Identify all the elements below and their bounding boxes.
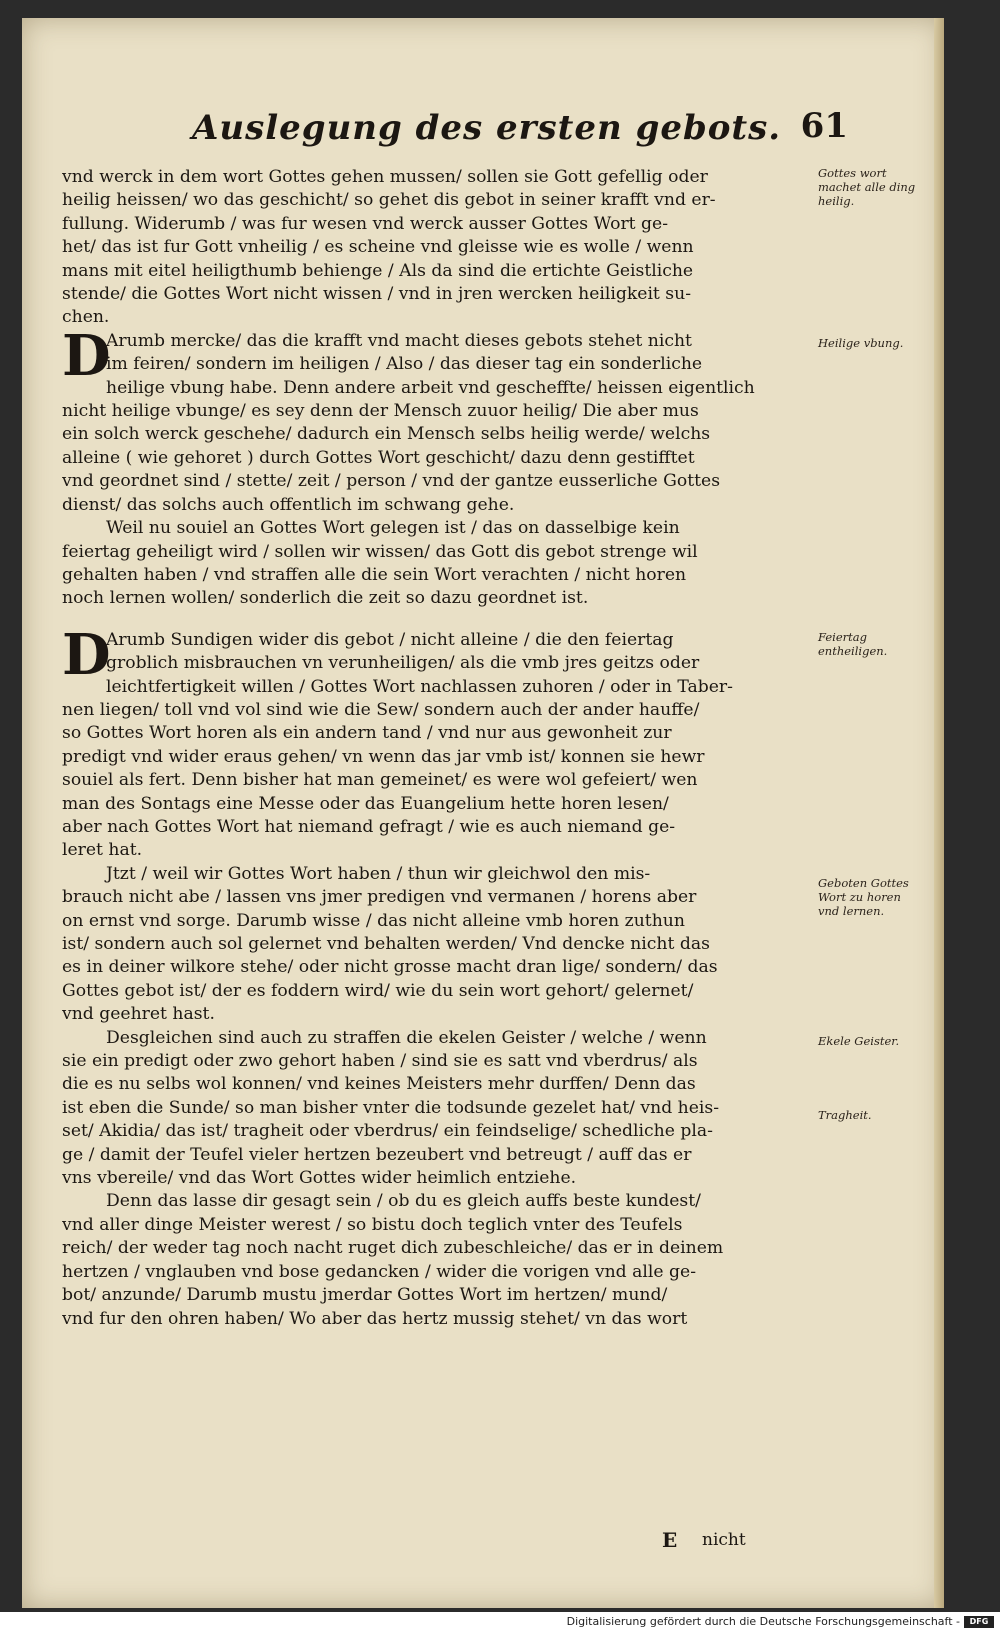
text-line: im feiren/ sondern im heiligen / Also / das dieser tag ein sonderliche (106, 354, 703, 375)
running-title: Auslegung des ersten gebots. (192, 108, 782, 148)
marginal-note: Feiertag entheiligen. (818, 630, 888, 658)
text-line: nen liegen/ toll vnd vol sind wie die Sew/ sondern auch der ander hauffe/ (62, 699, 700, 720)
initial-letter: D (62, 621, 111, 688)
marginal-note: Heilige vbung. (818, 336, 904, 350)
text-line: die es nu selbs wol konnen/ vnd keines Meisters mehr durffen/ Denn das (62, 1074, 696, 1095)
signature-mark: E (662, 1528, 678, 1552)
text-line: Arumb mercke/ das die krafft vnd macht dieses gebots stehet nicht (106, 330, 692, 351)
text-line: Denn das lasse dir gesagt sein / ob du es gleich auffs beste kundest/ (106, 1191, 701, 1212)
text-line: nicht heilige vbunge/ es sey denn der Mensch zuuor heilig/ Die aber mus (62, 401, 699, 422)
text-line: dienst/ das solchs auch offentlich im schwang gehe. (62, 494, 515, 515)
paragraph (62, 1190, 818, 1330)
text-line: reich/ der weder tag noch nacht ruget dich zubeschleiche/ das er in deinem (62, 1238, 724, 1259)
text-line: bot/ anzunde/ Darumb mustu jmerdar Gottes Wort im hertzen/ mund/ (62, 1285, 668, 1306)
marginal-note: Ekele Geister. (818, 1034, 900, 1048)
marginal-note: Geboten Gottes Wort zu horen vnd lernen. (818, 876, 909, 918)
paragraph (62, 863, 818, 1027)
paragraph (62, 517, 818, 611)
text-line: Gottes gebot ist/ der es foddern wird/ wie du sein wort gehort/ gelernet/ (62, 980, 694, 1001)
text-line: vnd werck in dem wort Gottes gehen mussen/ sollen sie Gott gefellig oder (62, 167, 708, 187)
paragraph (62, 1027, 818, 1191)
text-line: Weil nu souiel an Gottes Wort gelegen ist / das on dasselbige kein (106, 518, 680, 539)
text-line: ein solch werck geschehe/ dadurch ein Mensch selbs heilig werde/ welchs (62, 424, 711, 445)
text-line: so Gottes Wort horen als ein andern tand / vnd nur aus gewonheit zur (62, 723, 672, 744)
initial-letter: D (62, 322, 111, 389)
footer-credit: Digitalisierung gefördert durch die Deutsche Forschungsgemeinschaft - (566, 1615, 960, 1628)
marginal-note: Tragheit. (818, 1108, 872, 1122)
text-block (62, 106, 848, 1331)
paragraph-gap (62, 611, 818, 629)
text-line: leichtfertigkeit willen / Gottes Wort nachlassen zuhoren / oder in Taber- (106, 676, 733, 697)
paragraph (62, 322, 818, 517)
text-line: souiel als fert. Denn bisher hat man gemeinet/ es were wol gefeiert/ wen (62, 770, 698, 791)
text-line: stende/ die Gottes Wort nicht wissen / vnd in jren wercken heiligkeit su- (62, 284, 692, 305)
text-line: ge / damit der Teufel vieler hertzen bezeubert vnd betreugt / auff das er (62, 1144, 692, 1165)
book-page (22, 18, 944, 1608)
text-line: vnd aller dinge Meister werest / so bistu doch teglich vnter des Teufels (62, 1214, 683, 1235)
paragraph (62, 621, 818, 863)
text-line: predigt vnd wider eraus gehen/ vn wenn das jar vmb ist/ konnen sie hewr (62, 746, 705, 767)
text-line: vnd geordnet sind / stette/ zeit / person / vnd der gantze eusserliche Gottes (62, 471, 721, 492)
text-line: groblich misbrauchen vn verunheiligen/ als die vmb jres geitzs oder (106, 653, 700, 674)
text-line: set/ Akidia/ das ist/ tragheit oder vberdrus/ ein feindselige/ schedliche pla- (62, 1121, 713, 1142)
dfg-logo-icon: DFG (964, 1616, 994, 1628)
page-edge (934, 18, 944, 1608)
body-text (62, 166, 818, 1331)
text-line: alleine ( wie gehoret ) durch Gottes Wort geschicht/ dazu denn gestifftet (62, 447, 695, 468)
text-line: leret hat. (62, 840, 143, 861)
page-number: 61 (800, 106, 848, 146)
text-line: hertzen / vnglauben vnd bose gedancken / wider die vorigen vnd alle ge- (62, 1261, 696, 1282)
text-line: mans mit eitel heiligthumb behienge / Als da sind die ertichte Geistliche (62, 260, 694, 281)
text-line: feiertag geheiligt wird / sollen wir wissen/ das Gott dis gebot strenge wil (62, 541, 698, 562)
text-line: heilig heissen/ wo das geschicht/ so gehet dis gebot in seiner krafft vnd er- (62, 190, 716, 211)
text-line: Arumb Sundigen wider dis gebot / nicht alleine / die den feiertag (106, 629, 674, 650)
text-line: fullung. Widerumb / was fur wesen vnd werck ausser Gottes Wort ge- (62, 213, 669, 234)
text-line: aber nach Gottes Wort hat niemand gefragt / wie es auch niemand ge- (62, 816, 676, 837)
text-line: man des Sontags eine Messe oder das Euangelium hette horen lesen/ (62, 793, 669, 814)
text-line: het/ das ist fur Gott vnheilig / es scheine vnd gleisse wie es wolle / wenn (62, 237, 694, 258)
page-header (62, 106, 848, 166)
text-line: Jtzt / weil wir Gottes Wort haben / thun wir gleichwol den mis- (106, 863, 651, 884)
text-line: on ernst vnd sorge. Darumb wisse / das nicht alleine vmb horen zuthun (62, 910, 685, 931)
text-line: brauch nicht abe / lassen vns jmer predigen vnd vermanen / horens aber (62, 887, 697, 908)
text-line: heilige vbung habe. Denn andere arbeit vnd gescheffte/ heissen eigentlich (106, 377, 755, 398)
marginal-note: Gottes wort machet alle ding heilig. (818, 166, 916, 208)
text-line: sie ein predigt oder zwo gehort haben / sind sie es satt vnd vberdrus/ als (62, 1051, 698, 1072)
text-line: ist eben die Sunde/ so man bisher vnter die todsunde gezelet hat/ vnd heis- (62, 1097, 720, 1118)
footer (0, 1612, 1000, 1632)
text-line: vnd fur den ohren haben/ Wo aber das hertz mussig stehet/ vn das wort (62, 1308, 688, 1329)
paragraph (62, 166, 818, 330)
text-line: chen. (62, 307, 110, 328)
text-line: ist/ sondern auch sol gelernet vnd behalten werden/ Vnd dencke nicht das (62, 934, 710, 954)
text-line: vnd geehret hast. (62, 1004, 215, 1025)
text-line: noch lernen wollen/ sonderlich die zeit so dazu geordnet ist. (62, 588, 589, 609)
text-line: vns vbereile/ vnd das Wort Gottes wider heimlich entziehe. (62, 1168, 577, 1189)
catchword: nicht (702, 1530, 746, 1550)
text-line: gehalten haben / vnd straffen alle die sein Wort verachten / nicht horen (62, 564, 687, 585)
text-line: Desgleichen sind auch zu straffen die ekelen Geister / welche / wenn (106, 1027, 707, 1048)
text-line: es in deiner wilkore stehe/ oder nicht grosse macht dran lige/ sondern/ das (62, 957, 718, 978)
